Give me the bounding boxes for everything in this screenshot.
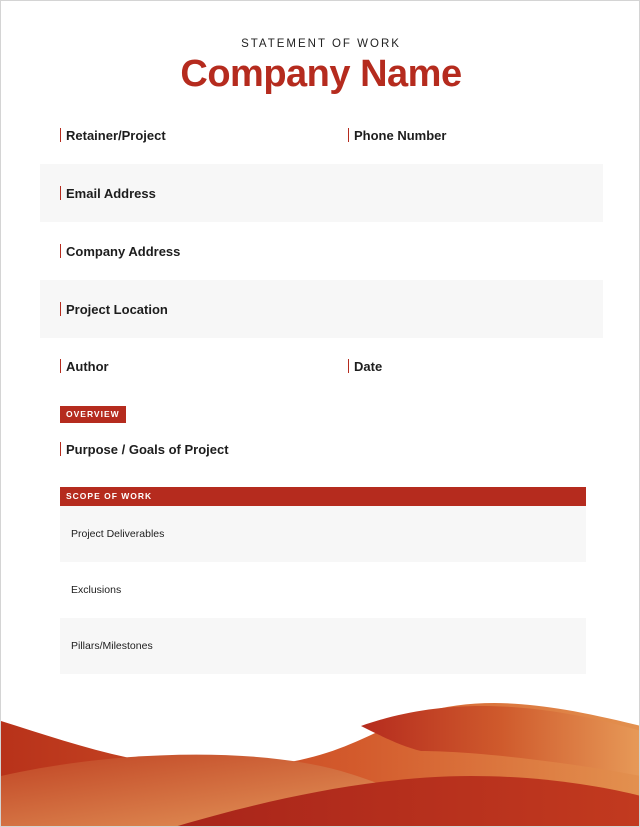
field-accent-bar: [60, 302, 61, 316]
scope-of-work-header: SCOPE OF WORK: [60, 487, 586, 506]
email-address-label: Email Address: [66, 185, 156, 201]
field-accent-bar: [60, 244, 61, 258]
phone-number-label: Phone Number: [354, 127, 447, 143]
field-row-author-date: [40, 337, 603, 395]
decorative-wave-footer: [1, 691, 640, 827]
scope-row-label: Exclusions: [71, 584, 122, 596]
scope-row-deliverables[interactable]: [60, 506, 586, 562]
company-name-title: Company Name: [180, 53, 462, 95]
project-location-field[interactable]: [60, 280, 168, 338]
scope-row-label: Project Deliverables: [71, 528, 165, 540]
retainer-project-field[interactable]: [60, 106, 166, 164]
field-row-email: [40, 164, 603, 222]
field-accent-bar: [60, 186, 61, 200]
project-location-label: Project Location: [66, 301, 168, 317]
scope-row-exclusions[interactable]: [60, 562, 586, 618]
field-row-project-location: [40, 280, 603, 338]
scope-row-label: Pillars/Milestones: [71, 640, 153, 652]
author-label: Author: [66, 358, 109, 374]
field-accent-bar: [348, 359, 349, 373]
date-label: Date: [354, 358, 383, 374]
company-address-label: Company Address: [66, 243, 181, 259]
purpose-field[interactable]: [60, 439, 229, 459]
field-accent-bar: [60, 128, 61, 142]
field-row-retainer-phone: [40, 106, 603, 164]
phone-number-field[interactable]: [348, 106, 446, 164]
email-address-field[interactable]: [60, 164, 156, 222]
purpose-label: Purpose / Goals of Project: [66, 441, 229, 457]
field-accent-bar: [348, 128, 349, 142]
field-row-company-address: [40, 222, 603, 280]
scope-row-milestones[interactable]: [60, 618, 586, 674]
field-accent-bar: [60, 359, 61, 373]
overview-tag: OVERVIEW: [60, 406, 126, 423]
field-accent-bar: [60, 442, 61, 456]
retainer-project-label: Retainer/Project: [66, 127, 166, 143]
document-kicker: STATEMENT OF WORK: [241, 38, 401, 50]
author-field[interactable]: [60, 337, 109, 395]
date-field[interactable]: [348, 337, 382, 395]
company-address-field[interactable]: [60, 222, 180, 280]
